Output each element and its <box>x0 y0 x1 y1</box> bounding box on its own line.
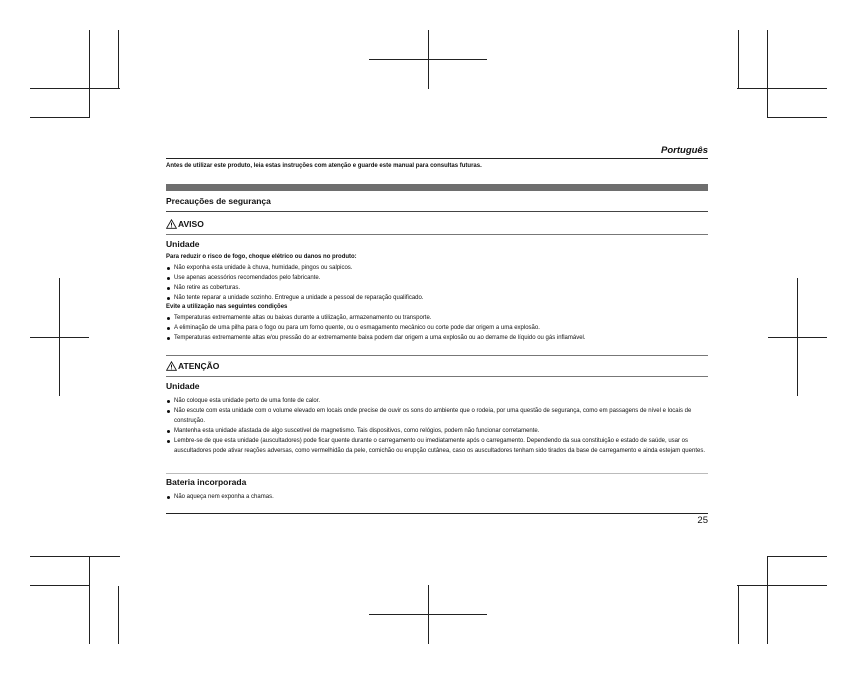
caution-heading <box>166 361 219 371</box>
page-number: 25 <box>697 515 708 526</box>
section-rule <box>166 211 708 212</box>
caution-subheading: Unidade <box>166 381 200 391</box>
caution-list <box>166 396 708 456</box>
list-item: A eliminação de uma pilha para o fogo ou para um forno quente, ou o esmagamento mecânico ou corte pode dar origem a uma explosão. <box>166 323 708 333</box>
list-item: Use apenas acessórios recomendados pelo fabricante. <box>166 273 708 283</box>
warning-heading-label: AVISO <box>178 219 204 229</box>
list-item: Temperaturas extremamente altas e/ou pressão do ar extremamente baixa podem dar origem a uma explosão ou ao derrame de líquido ou gás inflamável. <box>166 333 708 343</box>
list-item: Não retire as coberturas. <box>166 283 708 293</box>
caution-top-rule <box>166 355 708 356</box>
list-item: Não escute com esta unidade com o volume elevado em locais onde precise de ouvir os sons do ambiente que o rodeia, por uma questão de segurança, como em passagens de nível e locais de construção. <box>166 406 708 426</box>
warning-lead-2: Evite a utilização nas seguintes condições <box>166 304 288 310</box>
warning-list-1 <box>166 263 708 303</box>
battery-list <box>166 492 708 502</box>
warning-rule <box>166 234 708 235</box>
list-item: Não tente reparar a unidade sozinho. Entregue a unidade a pessoal de reparação qualificado. <box>166 293 708 303</box>
list-item: Mantenha esta unidade afastada de algo suscetível de magnetismo. Tais dispositivos, como relógios, podem não funcionar corretamente. <box>166 426 708 436</box>
list-item: Lembre-se de que esta unidade (auscultadores) pode ficar quente durante o carregamento ou imediatamente após o carregamento. Dependendo da sua constituição e estado de saúde, usar os auscultadores pode ativar reações adversas, como vermelhidão da pele, comichão ou erupção cutânea, caso os auscultadores tenham sido tirados da base de carregamento e ainda estejam quentes. <box>166 436 708 456</box>
list-item: Não coloque esta unidade perto de uma fonte de calor. <box>166 396 708 406</box>
header-rule <box>166 158 708 159</box>
section-title: Precauções de segurança <box>166 196 271 206</box>
battery-top-rule <box>166 473 708 474</box>
warning-list-2 <box>166 313 708 343</box>
list-item: Não aqueça nem exponha a chamas. <box>166 492 708 502</box>
section-bar <box>166 184 708 191</box>
list-item: Não exponha esta unidade à chuva, humidade, pingos ou salpicos. <box>166 263 708 273</box>
caution-rule <box>166 376 708 377</box>
warning-subheading: Unidade <box>166 239 200 249</box>
footer-rule <box>166 513 708 514</box>
list-item: Temperaturas extremamente altas ou baixas durante a utilização, armazenamento ou transporte. <box>166 313 708 323</box>
warning-lead-1: Para reduzir o risco de fogo, choque elétrico ou danos no produto: <box>166 254 357 260</box>
intro-text: Antes de utilizar este produto, leia estas instruções com atenção e guarde este manual para consultas futuras. <box>166 163 482 169</box>
caution-triangle-icon <box>166 361 177 371</box>
language-label: Português <box>661 145 708 156</box>
warning-heading <box>166 219 204 229</box>
caution-heading-label: ATENÇÃO <box>178 361 220 371</box>
warning-triangle-icon <box>166 219 177 229</box>
battery-subheading: Bateria incorporada <box>166 477 247 487</box>
